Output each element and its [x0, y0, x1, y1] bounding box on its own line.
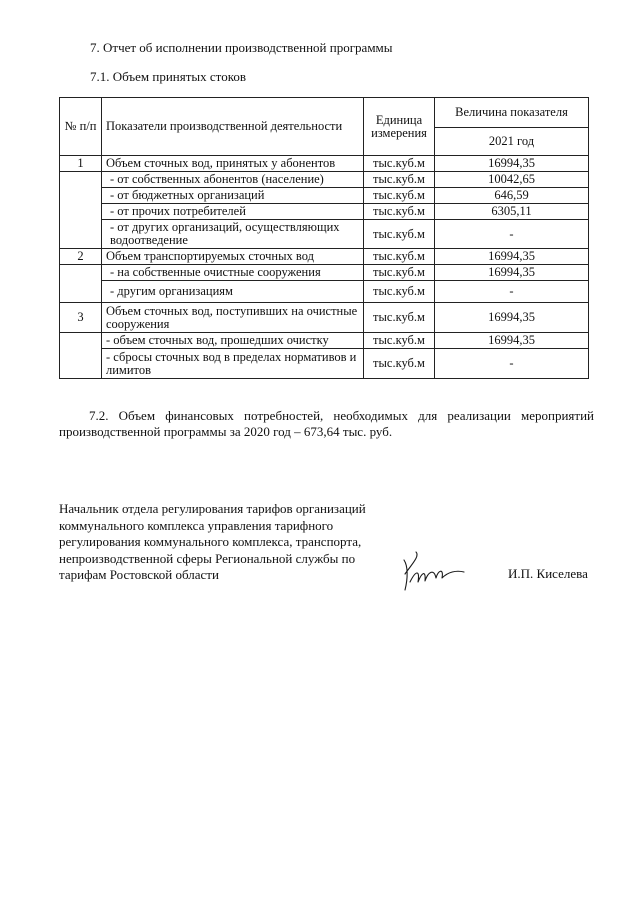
table-row [60, 220, 589, 249]
row-indicator: - на собственные очистные сооружения [102, 265, 364, 281]
row-unit: тыс.куб.м [364, 349, 435, 379]
row-indicator: - от прочих потребителей [102, 204, 364, 220]
row-unit: тыс.куб.м [364, 281, 435, 303]
row-num-empty [60, 333, 102, 379]
sewage-volume-table [59, 97, 589, 379]
row-num: 1 [60, 156, 102, 172]
row-value: 16994,35 [435, 156, 589, 172]
row-indicator: - от других организаций, осуществляющих водоотведение [102, 220, 364, 249]
header-unit: Единица измерения [364, 98, 435, 156]
header-num: № п/п [60, 98, 102, 156]
row-indicator: - другим организациям [102, 281, 364, 303]
table-row [60, 281, 589, 303]
row-value: 16994,35 [435, 333, 589, 349]
row-indicator: - объем сточных вод, прошедших очистку [102, 333, 364, 349]
row-value: - [435, 349, 589, 379]
signer-name: И.П. Киселева [508, 566, 588, 581]
row-unit: тыс.куб.м [364, 333, 435, 349]
row-num: 2 [60, 249, 102, 265]
row-unit: тыс.куб.м [364, 220, 435, 249]
row-value: 10042,65 [435, 172, 589, 188]
row-indicator: - от собственных абонентов (население) [102, 172, 364, 188]
table-row [60, 249, 589, 265]
header-value-group: Величина показателя [435, 98, 589, 128]
row-value: - [435, 220, 589, 249]
section-title: 7. Отчет об исполнении производственной программы [90, 40, 393, 55]
row-unit: тыс.куб.м [364, 204, 435, 220]
row-unit: тыс.куб.м [364, 265, 435, 281]
table-row [60, 204, 589, 220]
header-year: 2021 год [435, 128, 589, 156]
table-row [60, 172, 589, 188]
paragraph-7-2: 7.2. Объем финансовых потребностей, необходимых для реализации мероприятий производственной программы за 2020 год – 673,64 тыс. руб. [59, 408, 594, 439]
row-indicator: - от бюджетных организаций [102, 188, 364, 204]
handwritten-signature [398, 548, 468, 596]
row-value: 16994,35 [435, 303, 589, 333]
table-row [60, 156, 589, 172]
row-unit: тыс.куб.м [364, 303, 435, 333]
row-indicator: Объем транспортируемых сточных вод [102, 249, 364, 265]
table-row [60, 265, 589, 281]
row-unit: тыс.куб.м [364, 188, 435, 204]
row-value: 6305,11 [435, 204, 589, 220]
row-unit: тыс.куб.м [364, 156, 435, 172]
row-unit: тыс.куб.м [364, 172, 435, 188]
row-indicator: - сбросы сточных вод в пределах нормативов и лимитов [102, 349, 364, 379]
signer-position: Начальник отдела регулирования тарифов организаций коммунального комплекса управления тарифного регулирования коммунального комплекса, транспорта, непроизводственной сферы Региональной службы по тарифам Ростовской области [59, 501, 366, 582]
row-indicator: Объем сточных вод, принятых у абонентов [102, 156, 364, 172]
row-num-empty [60, 172, 102, 249]
row-value: 16994,35 [435, 249, 589, 265]
header-indicator: Показатели производственной деятельности [102, 98, 364, 156]
row-value: 646,59 [435, 188, 589, 204]
row-num: 3 [60, 303, 102, 333]
row-num-empty [60, 265, 102, 303]
row-value: - [435, 281, 589, 303]
table-row [60, 333, 589, 349]
row-indicator: Объем сточных вод, поступивших на очистные сооружения [102, 303, 364, 333]
subsection-title: 7.1. Объем принятых стоков [90, 69, 246, 84]
row-value: 16994,35 [435, 265, 589, 281]
table-row [60, 349, 589, 379]
row-unit: тыс.куб.м [364, 249, 435, 265]
table-row [60, 303, 589, 333]
table-row [60, 188, 589, 204]
